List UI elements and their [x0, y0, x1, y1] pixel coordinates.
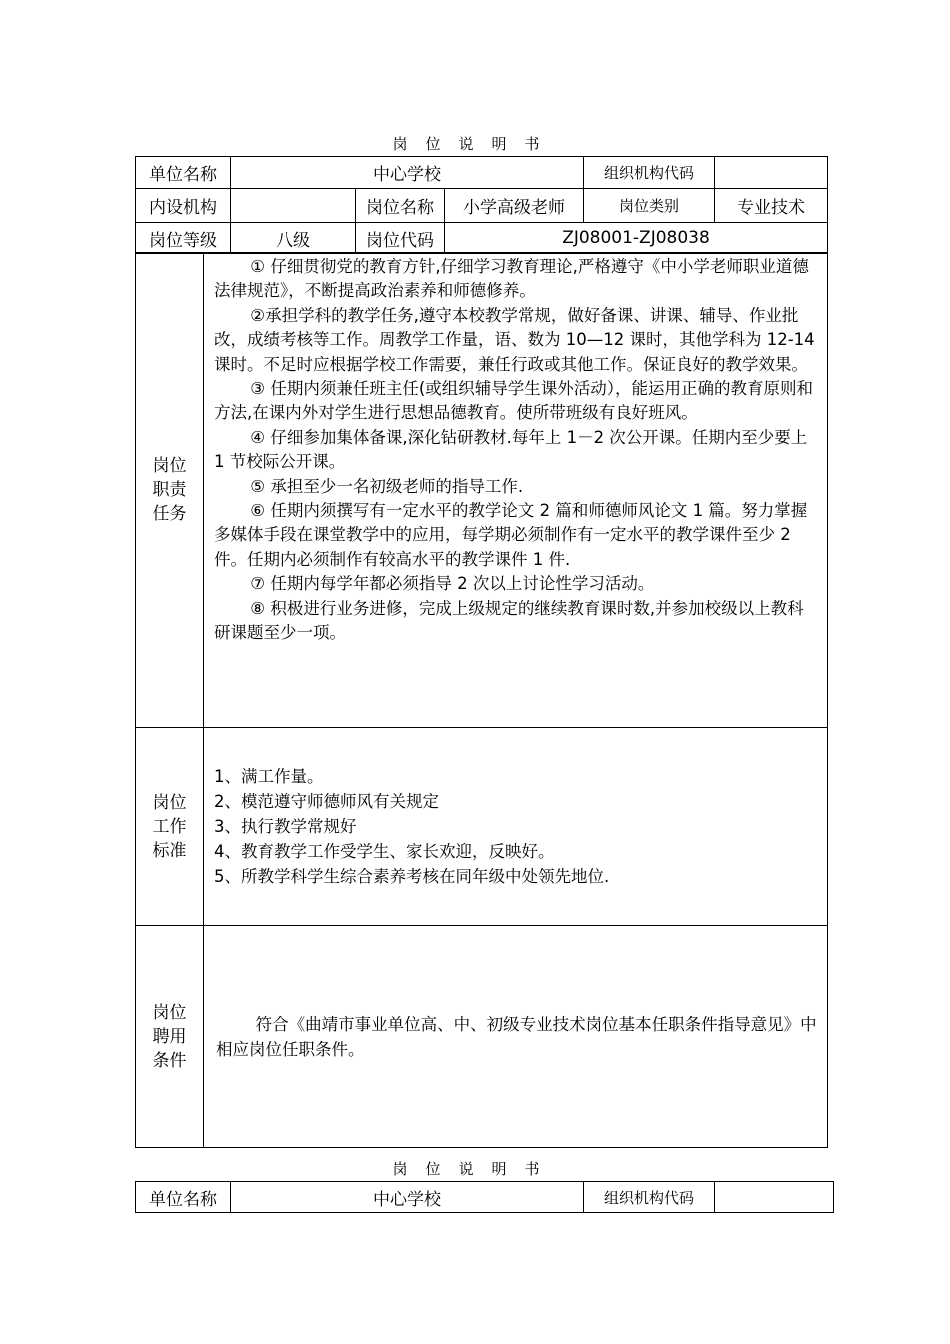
standards-label: 岗位 工作 标准: [136, 728, 204, 926]
duty-item: ③ 任期内须兼任班主任(或组织辅导学生课外活动），能运用正确的教育原则和方法,在课内外对学生进行思想品德教育。使所带班级有良好班风。: [214, 379, 814, 423]
body-table: [135, 252, 828, 1148]
header-table: [135, 156, 828, 254]
org-code-label: 组织机构代码: [584, 157, 715, 189]
document-title: 岗位说明书: [392, 135, 558, 153]
standard-item: 4、教育教学工作受学生、家长欢迎，反映好。: [214, 842, 555, 861]
post-grade-label: 岗位等级: [136, 223, 231, 254]
standard-item: 5、所教学科学生综合素养考核在同年级中处领先地位.: [214, 867, 610, 886]
duties-label: 岗位 职责 任务: [136, 253, 204, 728]
post-category-value: 专业技术: [715, 189, 828, 223]
duty-item: ⑧ 积极进行业务进修，完成上级规定的继续教育课时数,并参加校级以上教科研课题至少一项。: [214, 598, 804, 643]
standard-item: 1、满工作量。: [214, 767, 324, 786]
duty-item: ②承担学科的教学任务,遵守本校教学常规，做好备课、讲课、辅导、作业批改，成绩考核等工作。周教学工作量，语、数为 10—12 课时，其他学科为 12-14 课时。不足时应根据学校工作需要，兼任行政或其他工作。保证良好的教学效果。: [214, 305, 815, 374]
hiring-content: [204, 926, 828, 1148]
duty-item: ④ 仔细参加集体备课,深化钻研教材.每年上 1－2 次公开课。任期内至少要上 1 节校际公开课。: [214, 427, 808, 472]
org-code-label-2: 组织机构代码: [584, 1182, 715, 1213]
post-name-label: 岗位名称: [356, 189, 445, 223]
post-grade-value: 八级: [231, 223, 356, 254]
internal-dept-value: [231, 189, 356, 223]
post-category-label: 岗位类别: [584, 189, 715, 223]
hiring-label: 岗位 聘用 条件: [136, 926, 204, 1148]
standard-item: 3、执行教学常规好: [214, 817, 357, 836]
header-table-2: [135, 1181, 834, 1213]
unit-name-value: 中心学校: [231, 157, 584, 189]
unit-name-label: 单位名称: [136, 157, 231, 189]
standard-item: 2、模范遵守师德师风有关规定: [214, 792, 439, 811]
unit-name-label-2: 单位名称: [136, 1182, 231, 1213]
duty-item: ⑤ 承担至少一名初级老师的指导工作.: [250, 476, 524, 496]
document-title-2: 岗位说明书: [392, 1160, 558, 1178]
duty-item: ⑥ 任期内须撰写有一定水平的教学论文 2 篇和师德师风论文 1 篇。努力掌握多媒体手段在课堂教学中的应用，每学期必须制作有一定水平的教学课件至少 2 件。任期内必须制作有较高水平的教学课件 1 件.: [214, 501, 808, 569]
hiring-text: 符合《曲靖市事业单位高、中、初级专业技术岗位基本任职条件指导意见》中相应岗位任职条件。: [216, 1014, 817, 1059]
duty-item: ① 仔细贯彻党的教育方针,仔细学习教育理论,严格遵守《中小学老师职业道德法律规范》，不断提高政治素养和师德修养。: [214, 257, 809, 301]
org-code-value: [715, 157, 828, 189]
post-code-label: 岗位代码: [356, 223, 445, 254]
org-code-value-2: [715, 1182, 834, 1213]
standards-content: [204, 728, 828, 926]
post-name-value: 小学高级老师: [445, 189, 584, 223]
duties-content: [204, 253, 828, 728]
duty-item: ⑦ 任期内每学年都必须指导 2 次以上讨论性学习活动。: [250, 574, 655, 594]
internal-dept-label: 内设机构: [136, 189, 231, 223]
unit-name-value-2: 中心学校: [231, 1182, 584, 1213]
post-code-value: ZJ08001-ZJ08038: [445, 223, 828, 254]
